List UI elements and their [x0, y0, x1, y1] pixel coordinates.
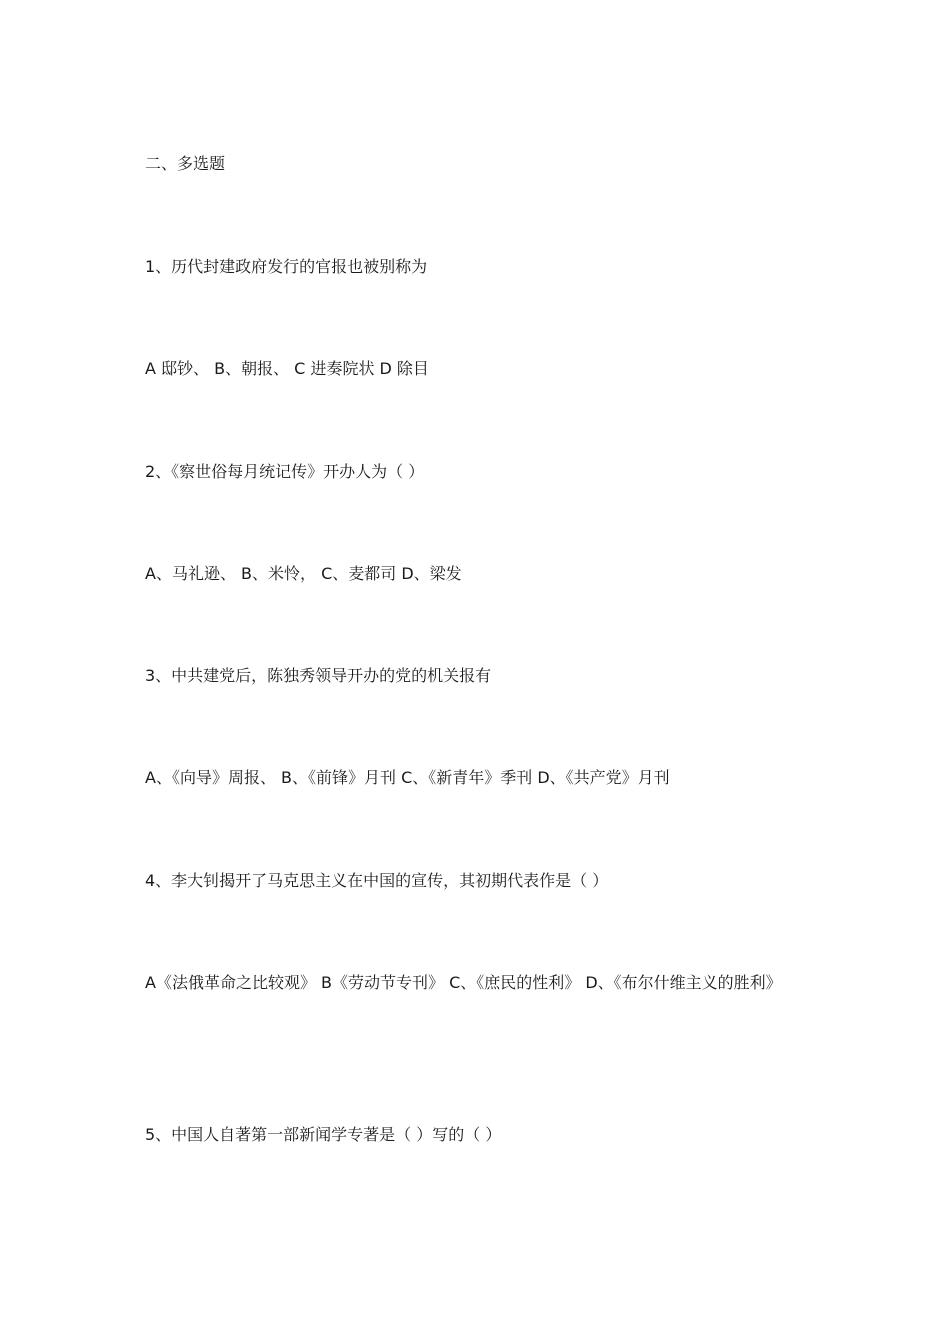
- question-4-stem: 4、李大钊揭开了马克思主义在中国的宣传，其初期代表作是（ ）: [145, 871, 609, 890]
- section-title: 二、多选题: [145, 154, 226, 173]
- question-3-options: A、《向导》周报、 B、《前锋》月刊 C、《新青年》季刊 D、《共产党》月刊: [145, 768, 670, 787]
- question-1-stem: 1、历代封建政府发行的官报也被别称为: [145, 257, 428, 276]
- question-4-options: A《法俄革命之比较观》 B《劳动节专刊》 C、《庶民的性利》 D、《布尔什维主义的胜利》: [145, 973, 782, 992]
- question-3-stem: 3、中共建党后，陈独秀领导开办的党的机关报有: [145, 666, 492, 685]
- question-1-options: A 邸钞、 B、朝报、 C 进奏院状 D 除目: [145, 359, 429, 378]
- question-2-stem: 2、《察世俗每月统记传》开办人为（ ）: [145, 462, 425, 481]
- question-5-stem: 5、中国人自著第一部新闻学专著是（ ）写的（ ）: [145, 1125, 502, 1144]
- question-2-options: A、马礼逊、 B、米怜， C、麦都司 D、梁发: [145, 564, 462, 583]
